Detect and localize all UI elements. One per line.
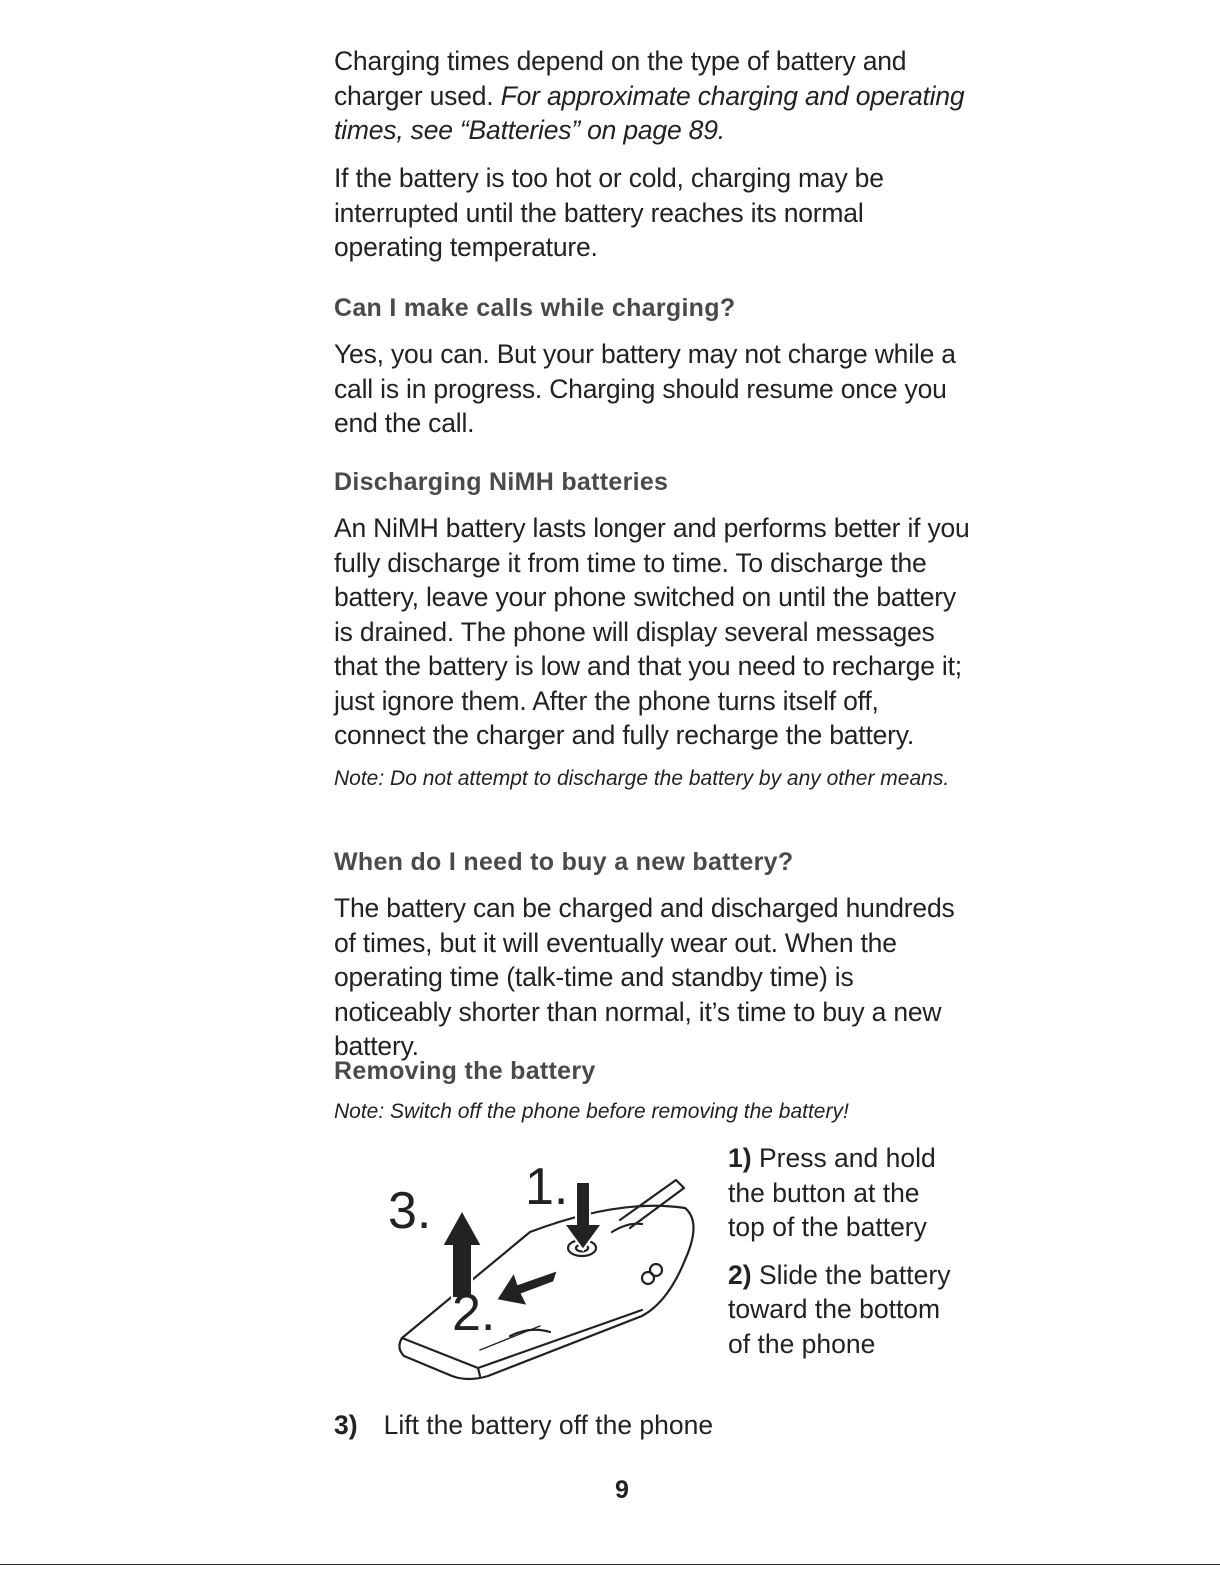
battery-edge xyxy=(402,1310,642,1368)
calls-heading: Can I make calls while charging? xyxy=(334,294,736,322)
slide-arrow-icon xyxy=(496,1270,558,1306)
step-3 xyxy=(334,1408,974,1443)
figure-label-one: 1. xyxy=(525,1158,569,1216)
step-2-text: Slide the battery toward the bottom of the phone xyxy=(728,1259,951,1359)
discharging-heading: Discharging NiMH batteries xyxy=(334,468,669,496)
removing-note: Note: Switch off the phone before removing the battery! xyxy=(334,1100,849,1123)
figure-label-three: 3. xyxy=(388,1182,432,1240)
page-number: 9 xyxy=(615,1476,629,1504)
press-down-arrow-icon xyxy=(564,1182,602,1250)
battery-contacts xyxy=(612,1224,642,1232)
phone-outline xyxy=(399,1206,693,1379)
new-battery-body: The battery can be charged and discharged hundreds of times, but it will eventually wear out. When the operating time (talk-time and standby time) is noticeably shorter than normal, it’s time to buy a new battery. xyxy=(334,893,955,1061)
intro-italic-text: For approximate charging and operating times, see “Batteries” on page 89. xyxy=(334,80,965,145)
intro-paragraph xyxy=(334,44,974,148)
figure-label-two: 2. xyxy=(452,1284,496,1342)
discharging-note: Note: Do not attempt to discharge the battery by any other means. xyxy=(334,766,950,790)
battery-removal-illustration xyxy=(380,1150,710,1390)
new-battery-section xyxy=(334,848,974,1064)
discharging-body: An NiMH battery lasts longer and performs better if you fully discharge it from time to time. To discharge the battery, leave your phone switched on until the battery is drained. The phone will display several messages that the battery is low and that you need to recharge it; just ignore them. After the phone turns itself off, connect the charger and fully recharge the battery. xyxy=(334,513,970,750)
step-2 xyxy=(728,1258,960,1362)
calls-body: Yes, you can. But your battery may not charge while a call is in progress. Charging should resume once you end the call. xyxy=(334,339,956,438)
step-2-number: 2) xyxy=(728,1259,752,1290)
battery-corner xyxy=(478,1368,480,1376)
discharging-section xyxy=(334,468,974,793)
step-1-text: Press and hold the button at the top of the battery xyxy=(728,1143,936,1242)
antenna xyxy=(620,1180,684,1228)
hot-cold-text: If the battery is too hot or cold, charging may be interrupted until the battery reaches its normal operating temperature. xyxy=(334,163,884,262)
step-1-number: 1) xyxy=(728,1143,752,1173)
step-3-text: Lift the battery off the phone xyxy=(383,1410,714,1440)
bottom-rule xyxy=(0,1564,1220,1565)
new-battery-heading: When do I need to buy a new battery? xyxy=(334,848,794,876)
removing-heading: Removing the battery xyxy=(334,1057,596,1085)
side-connector-2 xyxy=(650,1264,662,1276)
removing-section xyxy=(334,1057,974,1126)
intro-text: Charging times depend on the type of battery and charger used. xyxy=(334,46,907,111)
step-3-number: 3) xyxy=(334,1410,358,1440)
step-1 xyxy=(728,1141,960,1245)
hot-cold-paragraph xyxy=(334,161,974,265)
calls-section xyxy=(334,294,974,441)
steps-list xyxy=(728,1141,960,1361)
